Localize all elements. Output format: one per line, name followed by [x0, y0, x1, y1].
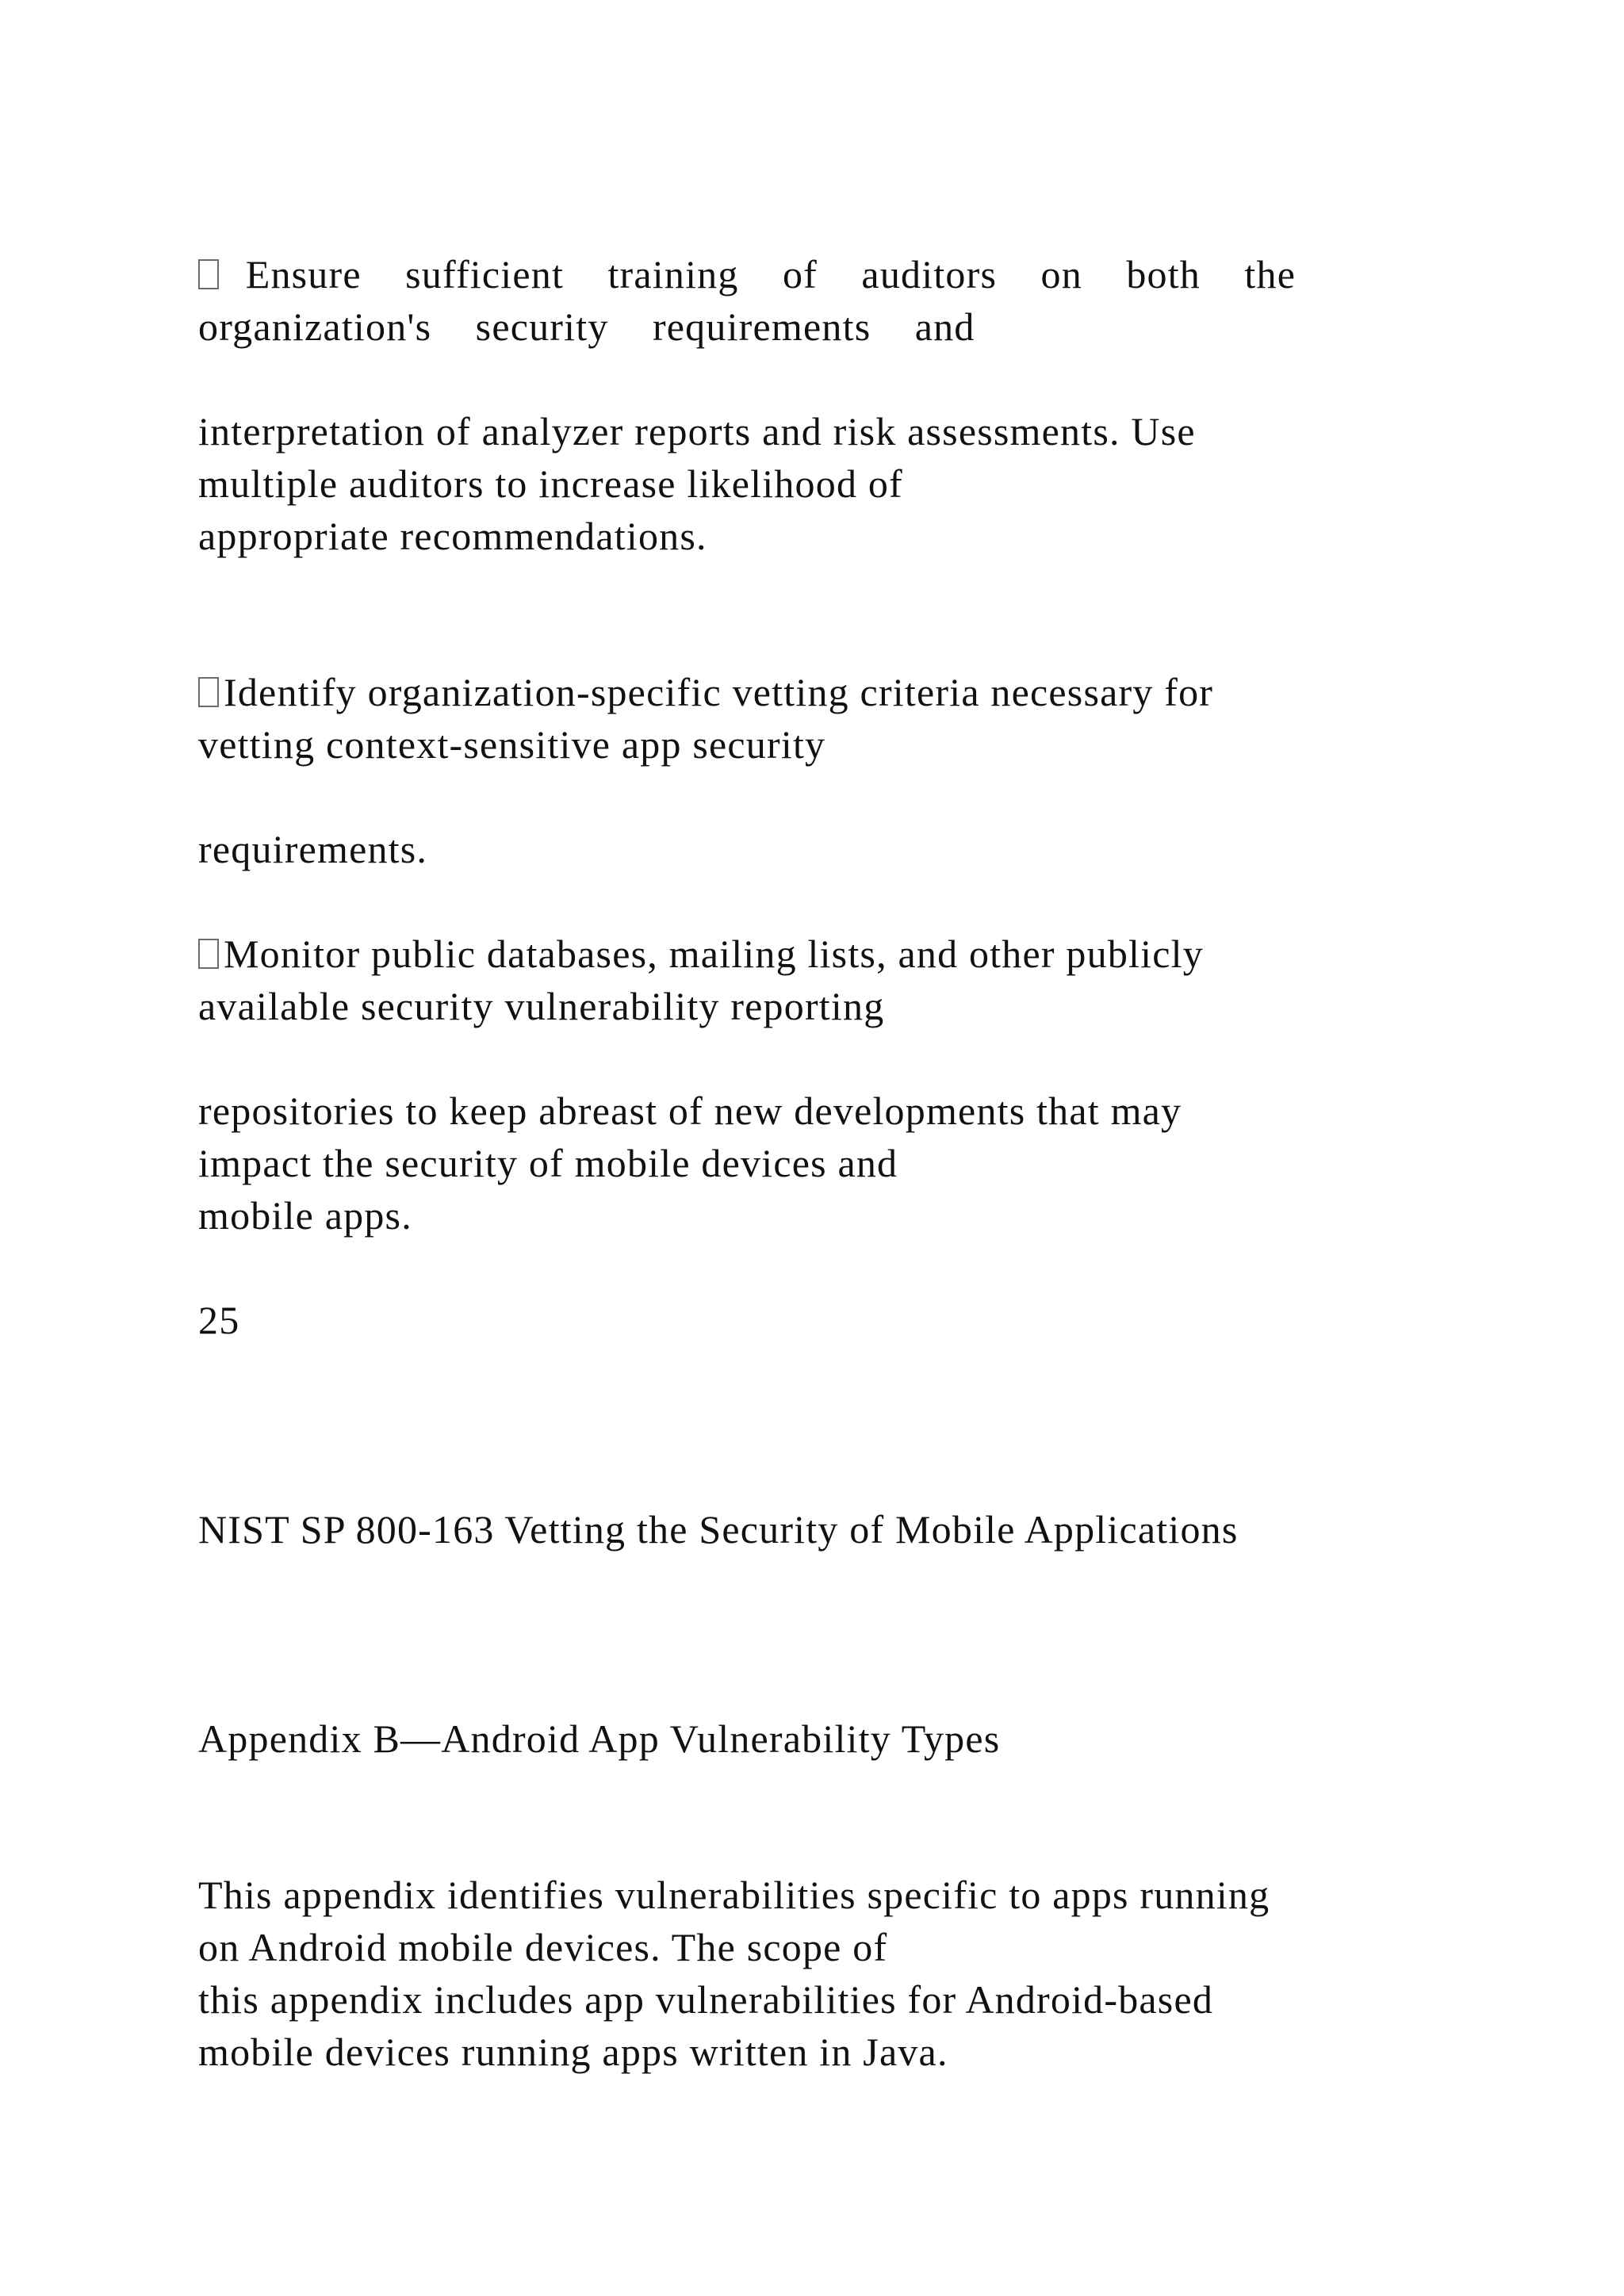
- missing-glyph-bullet-icon: [198, 939, 219, 969]
- bullet-2-line-2: vetting context-sensitive app security: [198, 722, 826, 767]
- bullet-2-line-1: Identify organization-specific vetting criteria necessary for: [198, 666, 1213, 718]
- page-number: 25: [198, 1298, 240, 1342]
- missing-glyph-bullet-icon: [198, 259, 219, 289]
- bullet-1-line-3: interpretation of analyzer reports and risk assessments. Use: [198, 409, 1196, 453]
- intro-line-3: this appendix includes app vulnerabilities for Android-based: [198, 1977, 1214, 2022]
- bullet-3-line-1: Monitor public databases, mailing lists, and other publicly: [198, 928, 1204, 980]
- appendix-title: Appendix B—Android App Vulnerability Types: [198, 1716, 1001, 1761]
- bullet-3-line-2: available security vulnerability reporting: [198, 984, 885, 1028]
- intro-line-4: mobile devices running apps written in Java.: [198, 2030, 948, 2074]
- missing-glyph-bullet-icon: [198, 677, 219, 707]
- bullet-3-line-3: repositories to keep abreast of new developments that may: [198, 1089, 1182, 1133]
- bullet-1-line-5: appropriate recommendations.: [198, 514, 707, 558]
- bullet-3-line-4: impact the security of mobile devices and: [198, 1141, 898, 1185]
- intro-line-1: This appendix identifies vulnerabilities specific to apps running: [198, 1873, 1270, 1917]
- bullet-1-line-2: organization's security requirements and: [198, 304, 975, 349]
- bullet-1-line-4: multiple auditors to increase likelihood of: [198, 461, 903, 506]
- bullet-2-line-3: requirements.: [198, 827, 428, 871]
- bullet-1-line-1: Ensure sufficient training of auditors on both the: [198, 248, 1296, 300]
- bullet-3-line-5: mobile apps.: [198, 1193, 412, 1238]
- intro-line-2: on Android mobile devices. The scope of: [198, 1925, 888, 1969]
- running-header: NIST SP 800-163 Vetting the Security of Mobile Applications: [198, 1507, 1239, 1552]
